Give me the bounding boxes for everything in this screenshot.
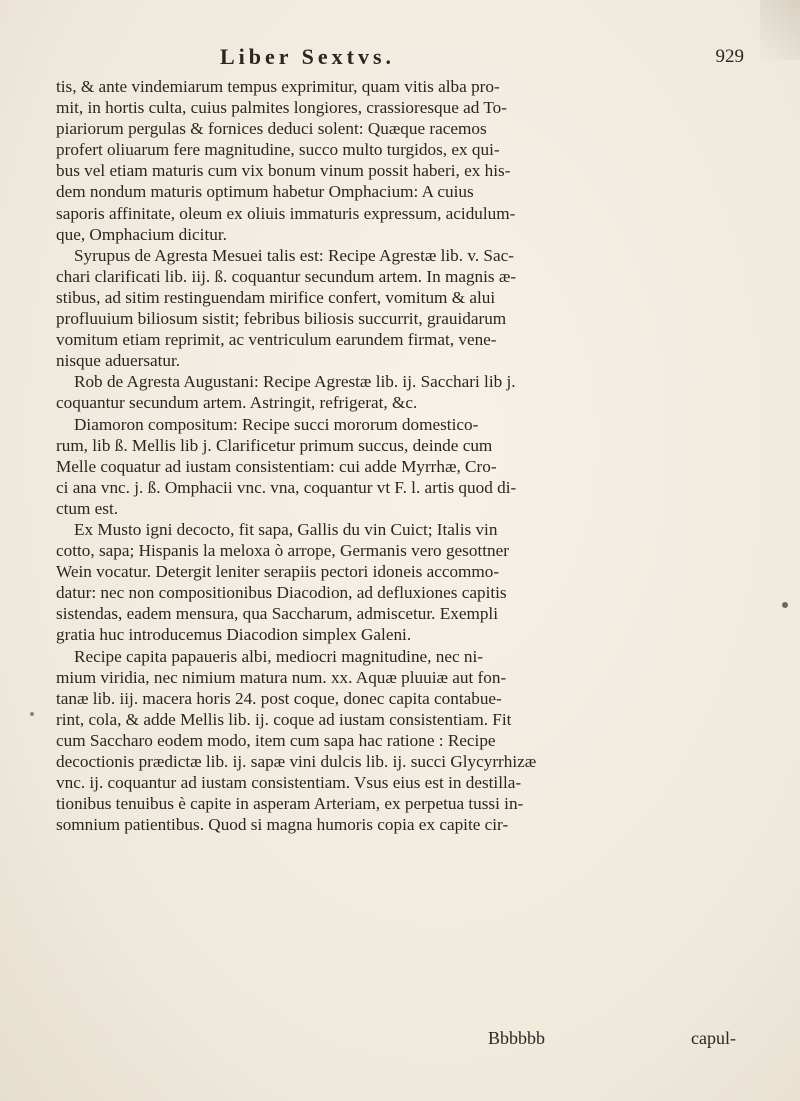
text-line: ci ana vnc. j. ß. Omphacii vnc. vna, coquantur vt F. l. artis quod di- xyxy=(56,477,517,497)
text-line: bus vel etiam maturis cum vix bonum vinum possit haberi, ex his- xyxy=(56,161,511,181)
text-line: stibus, ad sitim restinguendam mirifice confert, vomitum & alui xyxy=(56,287,496,307)
text-line: vomitum etiam reprimit, ac ventriculum earundem firmat, vene- xyxy=(56,330,497,350)
text-line: somnium patientibus. Quod si magna humoris copia ex capite cir- xyxy=(56,815,509,835)
text-line: tanæ lib. iij. macera horis 24. post coque, donec capita contabue- xyxy=(56,688,502,708)
text-line: tionibus tenuibus è capite in asperam Arteriam, ex perpetua tussi in- xyxy=(56,794,524,814)
catchword: capul- xyxy=(691,1028,736,1048)
signature-mark: Bbbbbb xyxy=(488,1028,546,1048)
text-line: saporis affinitate, oleum ex oliuis immaturis expressum, acidulum- xyxy=(56,203,516,223)
text-line: Ex Musto igni decocto, fit sapa, Gallis du vin Cuict; Italis vin xyxy=(74,519,498,539)
text-line: cum Saccharo eodem modo, item cum sapa hac ratione : Recipe xyxy=(56,730,496,750)
text-line: Wein vocatur. Detergit leniter serapiis pectori idoneis accommo- xyxy=(56,562,500,582)
text-line: tis, & ante vindemiarum tempus exprimitur, quam vitis alba pro- xyxy=(56,77,500,96)
margin-ink-dot xyxy=(782,602,788,608)
body-text xyxy=(56,76,726,835)
text-line: rum, lib ß. Mellis lib j. Clarificetur primum succus, deinde cum xyxy=(56,435,493,455)
text-line: Recipe capita papaueris albi, mediocri magnitudine, nec ni- xyxy=(74,646,484,666)
text-line: decoctionis prædictæ lib. ij. sapæ vini dulcis lib. ij. succi Glycyrrhizæ xyxy=(56,752,537,771)
page-footer xyxy=(56,1028,736,1052)
text-line: profert oliuarum fere magnitudine, succo multo turgidos, ex qui- xyxy=(56,140,500,160)
page-number: 929 xyxy=(715,46,744,67)
text-line: dem nondum maturis optimum habetur Omphacium: A cuius xyxy=(56,182,474,202)
text-line: profluuium biliosum sistit; febribus biliosis succurrit, grauidarum xyxy=(56,309,507,329)
text-line: datur: nec non compositionibus Diacodion, ad defluxiones capitis xyxy=(56,583,507,603)
text-line: sistendas, eadem mensura, qua Saccharum, admiscetur. Exempli xyxy=(56,604,498,624)
running-head xyxy=(60,44,760,74)
text-line: piariorum pergulas & fornices deduci solent: Quæque racemos xyxy=(56,119,487,139)
margin-ink-dot xyxy=(30,712,34,716)
text-line: coquantur secundum artem. Astringit, refrigerat, &c. xyxy=(56,393,418,413)
paragraph-diamoron xyxy=(56,414,726,519)
paragraph-syrupus xyxy=(56,245,726,372)
text-line: nisque aduersatur. xyxy=(56,351,181,371)
running-head-title: Liber Sextvs. xyxy=(220,44,396,69)
paragraph-rob xyxy=(56,371,726,413)
text-line: rint, cola, & adde Mellis lib. ij. coque ad iustam consistentiam. Fit xyxy=(56,709,512,729)
text-line: ctum est. xyxy=(56,498,119,518)
text-line: Rob de Agresta Augustani: Recipe Agrestæ lib. ij. Sacchari lib j. xyxy=(74,372,516,392)
paragraph-omphacium xyxy=(56,76,726,245)
text-line: Melle coquatur ad iustam consistentiam: cui adde Myrrhæ, Cro- xyxy=(56,456,497,476)
text-line: Diamoron compositum: Recipe succi mororum domestico- xyxy=(74,414,479,434)
text-line: Syrupus de Agresta Mesuei talis est: Recipe Agrestæ lib. v. Sac- xyxy=(74,245,514,265)
text-line: chari clarificati lib. iij. ß. coquantur secundum artem. In magnis æ- xyxy=(56,266,517,286)
paragraph-recipe xyxy=(56,646,726,836)
text-line: gratia huc introducemus Diacodion simplex Galeni. xyxy=(56,625,412,645)
text-line: mium viridia, nec nimium matura num. xx. Aquæ pluuiæ aut fon- xyxy=(56,667,507,687)
text-line: que, Omphacium dicitur. xyxy=(56,224,227,244)
text-line: cotto, sapa; Hispanis la meloxa ò arrope, Germanis vero gesottner xyxy=(56,541,509,561)
text-line: vnc. ij. coquantur ad iustam consistentiam. Vsus eius est in destilla- xyxy=(56,773,522,793)
text-line: mit, in hortis culta, cuius palmites longiores, crassioresque ad To- xyxy=(56,98,507,118)
paper-stain xyxy=(760,0,800,60)
paragraph-sapa xyxy=(56,519,726,646)
